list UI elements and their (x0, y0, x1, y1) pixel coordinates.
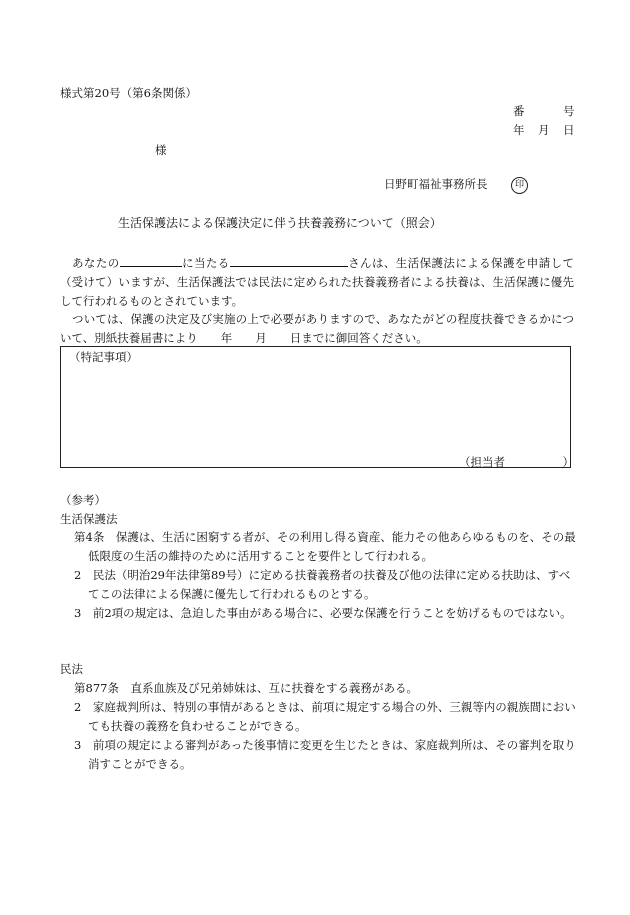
law2-items (60, 679, 576, 774)
seal-stamp: 印 (511, 177, 528, 194)
person-name-blank[interactable] (230, 253, 348, 267)
document-title: 生活保護法による保護決定に伴う扶養義務について（照会） (118, 216, 442, 230)
law1-title: 生活保護法 (60, 512, 118, 526)
sender-name: 日野町福祉事務所長 (384, 177, 488, 191)
body-paragraph-1 (60, 253, 574, 311)
p1-part-b: に当たる (181, 256, 230, 270)
law2-item: 2 家庭裁判所は、特別の事情があるときは、前項に規定する場合の外、三親等内の親族間においても扶養の義務を負わせることができる。 (74, 700, 576, 733)
law1-item: 2 民法（明治29年法律第89号）に定める扶養義務者の扶養及び他の法律に定める扶助は、すべてこの法律による保護に優先して行われるものとする。 (74, 568, 571, 601)
addressee-suffix: 様 (155, 143, 167, 157)
law1-item: 第4条 保護は、生活に困窮する者が、その利用し得る資産、能力その他あらゆるものを、その最低限度の生活の維持のために活用することを要件として行われる。 (74, 530, 576, 563)
number-label-go: 号 (563, 104, 575, 118)
date-month-label: 月 (538, 123, 550, 137)
reference-heading: （参考） (60, 493, 106, 507)
p1-part-a: あなたの (72, 256, 120, 270)
law2-title: 民法 (60, 662, 83, 676)
date-day-label: 日 (563, 123, 575, 137)
special-notes-label: （特記事項） (69, 350, 138, 364)
number-label-ban: 番 (513, 104, 525, 118)
date-year-label: 年 (513, 123, 525, 137)
form-number: 様式第20号（第6条関係） (60, 86, 197, 100)
p1-part-c: さんは、生活保護法による保護を申請して（受けて）いますが、生活保護法では民法に定められた扶養義務者による扶養は、生活保護に優先して行われるものとされています。 (60, 256, 575, 308)
law2-item: 3 前項の規定による審判があった後事情に変更を生じたときは、家庭裁判所は、その審判を取り消すことができる。 (74, 738, 576, 771)
law1-items (60, 528, 576, 623)
law1-item: 3 前2項の規定は、急迫した事由がある場合に、必要な保護を行うことを妨げるものではない。 (74, 606, 572, 620)
body-paragraph-2: ついては、保護の決定及び実施の上で必要がありますので、あなたがどの程度扶養できるかについて、別紙扶養届書により 年 月 日までに御回答ください。 (60, 312, 574, 345)
relationship-blank[interactable] (120, 253, 182, 267)
law2-item: 第877条 直系血族及び兄弟姉妹は、互に扶養をする義務がある。 (74, 681, 418, 695)
special-notes-box[interactable] (60, 346, 574, 469)
person-in-charge: （担当者 ） (459, 455, 574, 469)
